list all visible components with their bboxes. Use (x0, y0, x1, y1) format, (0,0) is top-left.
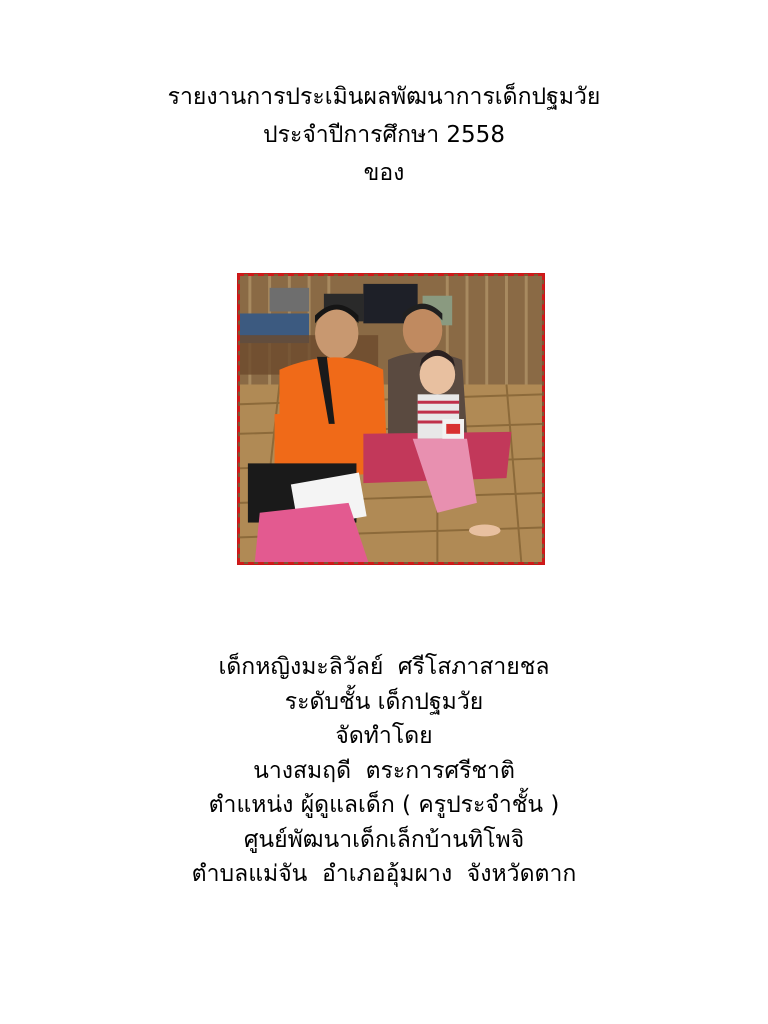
prepared-by-label: จัดทำโดย (335, 723, 433, 749)
report-title: รายงานการประเมินผลพัฒนาการเด็กปฐมวัย (167, 84, 601, 110)
academic-year: ประจำปีการศึกษา 2558 (263, 122, 505, 148)
address-location: ตำบลแม่จัน อำเภออุ้มผาง จังหวัดตาก (191, 861, 577, 887)
of-label: ของ (363, 160, 405, 186)
report-details-block (0, 650, 768, 892)
class-level: ระดับชั้น เด็กปฐมวัย (284, 688, 484, 715)
teacher-position: ตำแหน่ง ผู้ดูแลเด็ก ( ครูประจำชั้น ) (208, 792, 560, 818)
photo-illustration (240, 276, 542, 562)
teacher-name: นางสมฤดี ตระการศรีชาติ (253, 757, 515, 784)
child-name: เด็กหญิงมะลิวัลย์ ศรีโสภาสายชล (218, 654, 550, 680)
childcare-center: ศูนย์พัฒนาเด็กเล็กบ้านทิโพจิ (243, 826, 525, 853)
report-title-block (0, 78, 768, 192)
child-photo (238, 274, 544, 564)
